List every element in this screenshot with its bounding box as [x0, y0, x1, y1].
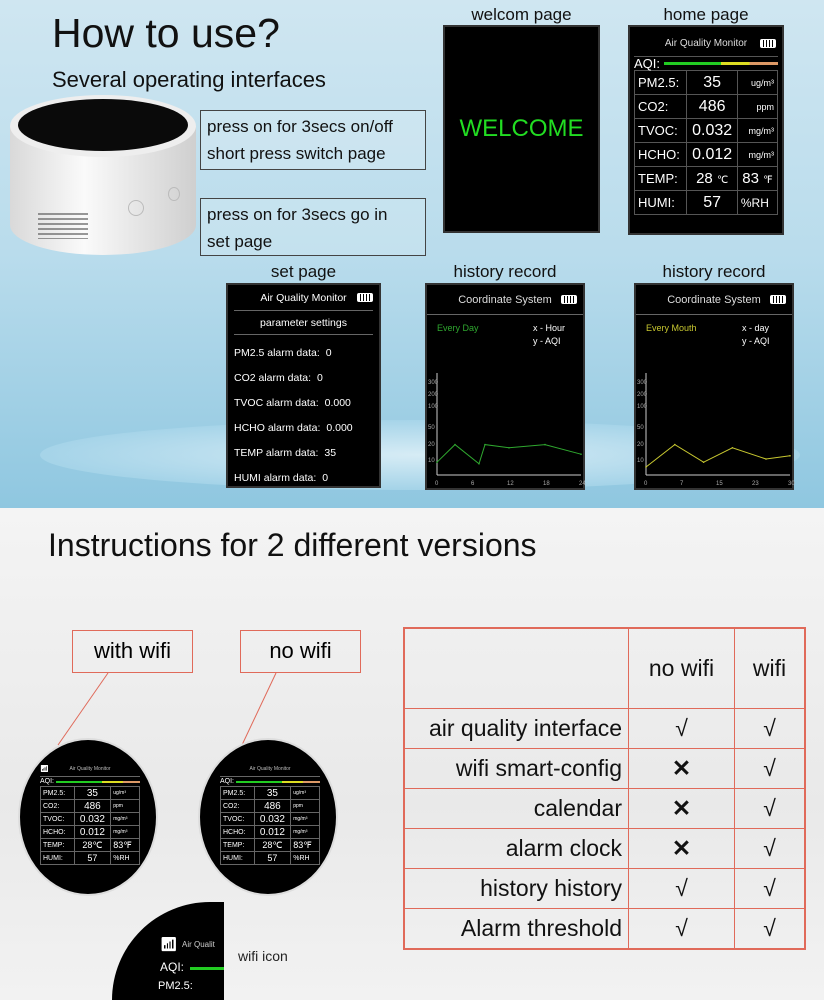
check-mark-icon: √	[735, 709, 805, 749]
temp-f	[111, 839, 140, 852]
temp-c-value: 28	[262, 839, 273, 850]
aqi-bar	[236, 781, 320, 783]
temp-row	[41, 839, 140, 852]
reading-row	[221, 813, 320, 826]
line-chart	[636, 285, 796, 492]
header-text: Air Quality Monitor	[69, 766, 111, 772]
power-button[interactable]	[128, 200, 144, 216]
parameter-settings-title: parameter settings	[234, 311, 373, 335]
alarm-list	[234, 335, 373, 497]
screen-header	[634, 31, 778, 56]
reading-label: TEMP:	[41, 839, 75, 852]
y-tick-label: 200	[637, 392, 648, 398]
reading-row	[221, 787, 320, 800]
alarm-value: 0	[322, 472, 329, 484]
reading-value: 486	[687, 95, 737, 119]
screen-header	[234, 285, 373, 311]
check-mark-icon: √	[735, 829, 805, 869]
reading-label: HCHO:	[635, 143, 687, 167]
reading-value: 0.032	[74, 813, 111, 826]
reading-label: HCHO:	[221, 826, 255, 839]
alarm-label: HCHO alarm data:	[234, 422, 321, 434]
alarm-label: CO2 alarm data:	[234, 372, 312, 384]
with-wifi-label: with wifi	[72, 630, 193, 673]
reading-label: PM2.5:	[221, 787, 255, 800]
table-header-row	[405, 629, 805, 709]
reading-unit: ug/m³	[291, 787, 320, 800]
table-row	[405, 709, 805, 749]
reading-unit: mg/m³	[737, 143, 777, 167]
callout-line: short press switch page	[207, 144, 386, 163]
feature-name: wifi smart-config	[405, 749, 629, 789]
series-line	[646, 445, 790, 467]
y-tick-label: 300	[637, 380, 648, 386]
y-tick-label: 20	[637, 442, 644, 448]
history-record-label: history record	[453, 262, 557, 281]
device-image	[10, 95, 196, 263]
x-tick-label: 0	[644, 481, 648, 487]
mini-aqi: AQI:	[160, 960, 185, 974]
series-name: Every Day	[437, 323, 479, 333]
screen-header	[40, 766, 140, 776]
x-tick-label: 12	[507, 481, 514, 487]
x-axis-label: x - Hour	[533, 323, 566, 333]
data-point	[508, 447, 510, 449]
reading-unit: ug/m³	[111, 787, 140, 800]
data-point	[436, 461, 438, 463]
reading-row	[221, 826, 320, 839]
reading-value: 0.032	[687, 119, 737, 143]
header-text: Coordinate System	[667, 294, 761, 306]
data-point	[674, 444, 676, 446]
reading-value: 57	[74, 852, 111, 865]
versions-title: Instructions for 2 different versions	[48, 527, 537, 563]
y-axis-label: y - AQI	[742, 336, 770, 346]
reading-unit: mg/m³	[111, 813, 140, 826]
data-point	[732, 447, 734, 449]
humi-row	[635, 191, 778, 215]
check-mark-icon: √	[735, 909, 805, 949]
callout-line: press on for 3secs go in	[207, 205, 388, 224]
table-row	[405, 909, 805, 949]
aqi-label: AQI:	[40, 778, 55, 785]
data-point	[454, 444, 456, 446]
alarm-row[interactable]	[234, 447, 373, 472]
table-row	[405, 869, 805, 909]
reading-value: 35	[254, 787, 291, 800]
reading-label: CO2:	[635, 95, 687, 119]
alarm-row[interactable]	[234, 372, 373, 397]
alarm-value: 0.000	[326, 422, 353, 434]
table-row	[405, 789, 805, 829]
reading-unit: ppm	[291, 800, 320, 813]
y-tick-label: 50	[637, 425, 644, 431]
x-tick-label: 7	[680, 481, 684, 487]
aqi-row	[220, 776, 320, 786]
reading-value: 57	[254, 852, 291, 865]
readings-table	[220, 786, 320, 865]
data-point	[484, 444, 486, 446]
temp-f-value: 83	[742, 170, 759, 187]
pointer-lines	[0, 670, 300, 750]
reading-label: CO2:	[41, 800, 75, 813]
callout-line: press on for 3secs on/off	[207, 117, 393, 136]
no-wifi-label: no wifi	[240, 630, 361, 673]
reading-value: 0.012	[74, 826, 111, 839]
header-cell	[405, 629, 629, 709]
table-row	[405, 829, 805, 869]
temp-c-unit: ℃	[92, 839, 103, 850]
feature-name: history history	[405, 869, 629, 909]
temp-f	[737, 167, 777, 191]
wifi-version-display	[18, 738, 158, 896]
temp-c	[254, 839, 291, 852]
welcome-page-label: welcom page	[471, 5, 572, 24]
data-point	[765, 458, 767, 460]
feature-name: alarm clock	[405, 829, 629, 869]
alarm-label: PM2.5 alarm data:	[234, 347, 320, 359]
data-point	[703, 461, 705, 463]
readings-table	[634, 70, 778, 215]
temp-f-value: 83	[113, 839, 124, 850]
set-instruction-callout	[200, 198, 426, 256]
temp-row	[635, 167, 778, 191]
reading-unit: ppm	[111, 800, 140, 813]
battery-icon	[760, 39, 776, 48]
reading-unit: %RH	[291, 852, 320, 865]
temp-f-unit: ℉	[763, 175, 773, 186]
no-wifi-version-display	[198, 738, 338, 896]
history-record-label: history record	[662, 262, 766, 281]
line-chart	[427, 285, 587, 492]
reading-value: 35	[74, 787, 111, 800]
reading-unit: ppm	[737, 95, 777, 119]
temp-f-value: 83	[293, 839, 304, 850]
reading-unit: mg/m³	[291, 813, 320, 826]
reading-label: HUMI:	[41, 852, 75, 865]
subtitle: Several operating interfaces	[52, 67, 326, 92]
x-tick-label: 23	[752, 481, 759, 487]
header-text: Air Quality Monitor	[260, 292, 347, 304]
cross-mark-icon: ✕	[629, 829, 735, 869]
check-mark-icon: √	[735, 789, 805, 829]
y-tick-label: 200	[428, 392, 439, 398]
data-point	[478, 463, 480, 465]
reading-label: TEMP:	[221, 839, 255, 852]
x-tick-label: 24	[579, 481, 586, 487]
page-title: How to use?	[52, 10, 280, 56]
check-mark-icon: √	[629, 869, 735, 909]
reading-row	[635, 143, 778, 167]
header-text: Air Quality Monitor	[249, 766, 291, 772]
temp-c-value: 28	[82, 839, 93, 850]
x-tick-label: 15	[716, 481, 723, 487]
y-tick-label: 10	[428, 458, 435, 464]
y-tick-label: 300	[428, 380, 439, 386]
reading-label: TEMP:	[635, 167, 687, 191]
mini-aqi-bar	[190, 967, 224, 970]
check-mark-icon: √	[629, 709, 735, 749]
alarm-row[interactable]	[234, 472, 373, 497]
humi-row	[41, 852, 140, 865]
series-name: Every Mouth	[646, 323, 697, 333]
check-mark-icon: √	[629, 909, 735, 949]
feature-name: calendar	[405, 789, 629, 829]
x-axis-label: x - day	[742, 323, 770, 333]
reading-value: 486	[254, 800, 291, 813]
reading-value: 57	[687, 191, 737, 215]
reading-row	[635, 71, 778, 95]
reading-unit: %RH	[111, 852, 140, 865]
reading-label: HCHO:	[41, 826, 75, 839]
alarm-label: TVOC alarm data:	[234, 397, 319, 409]
alarm-value: 0.000	[324, 397, 351, 409]
temp-c-unit: ℃	[716, 175, 729, 186]
reading-unit: mg/m³	[737, 119, 777, 143]
reading-label: PM2.5:	[41, 787, 75, 800]
table-row	[405, 749, 805, 789]
reading-label: HUMI:	[635, 191, 687, 215]
reading-unit: mg/m³	[111, 826, 140, 839]
data-point	[580, 453, 582, 455]
reading-label: HUMI:	[221, 852, 255, 865]
readings-table	[40, 786, 140, 865]
mini-header: Air Qualit	[182, 940, 215, 949]
x-tick-label: 30	[788, 481, 795, 487]
wifi-icon: 📶︎	[160, 936, 178, 952]
temp-row	[221, 839, 320, 852]
humi-row	[221, 852, 320, 865]
temp-c	[687, 167, 737, 191]
aqi-row	[634, 56, 778, 70]
welcome-text: WELCOME	[459, 115, 584, 142]
alarm-value: 35	[324, 447, 337, 459]
data-point	[645, 466, 647, 468]
x-tick-label: 0	[435, 481, 439, 487]
temp-f-unit: ℉	[123, 839, 132, 850]
screen-header	[220, 766, 320, 776]
alarm-row[interactable]	[234, 347, 373, 372]
reading-row	[221, 800, 320, 813]
reading-row	[41, 826, 140, 839]
temp-c-unit: ℃	[272, 839, 283, 850]
temp-c-value: 28	[696, 170, 713, 187]
reading-value: 35	[687, 71, 737, 95]
reading-value: 486	[74, 800, 111, 813]
battery-icon	[357, 293, 373, 302]
comparison-table	[403, 627, 806, 950]
wifi-icon: 📶︎	[40, 766, 49, 773]
temp-f-unit: ℉	[303, 839, 312, 850]
cross-mark-icon: ✕	[629, 749, 735, 789]
y-tick-label: 50	[428, 425, 435, 431]
temp-c	[74, 839, 111, 852]
alarm-value: 0	[325, 347, 332, 359]
home-screen	[628, 25, 784, 235]
reading-row	[41, 800, 140, 813]
reading-row	[635, 119, 778, 143]
set-page-label: set page	[270, 262, 337, 281]
data-point	[789, 455, 791, 457]
aqi-label: AQI:	[634, 56, 661, 71]
mini-pm: PM2.5:	[158, 980, 193, 992]
reading-row	[41, 787, 140, 800]
alarm-row[interactable]	[234, 422, 373, 447]
y-tick-label: 100	[428, 404, 439, 410]
header-text: Air Quality Monitor	[664, 38, 748, 49]
alarm-row[interactable]	[234, 397, 373, 422]
y-tick-label: 100	[637, 404, 648, 410]
home-page-label: home page	[663, 5, 749, 24]
alarm-label: HUMI alarm data:	[234, 472, 317, 484]
check-mark-icon: √	[735, 869, 805, 909]
welcome-screen	[443, 25, 600, 233]
wifi-icon-label: wifi icon	[238, 948, 288, 964]
history-screen	[425, 283, 585, 490]
reading-row	[635, 95, 778, 119]
feature-name: air quality interface	[405, 709, 629, 749]
y-tick-label: 10	[637, 458, 644, 464]
cross-mark-icon: ✕	[629, 789, 735, 829]
x-tick-label: 18	[543, 481, 550, 487]
check-mark-icon: √	[735, 749, 805, 789]
reading-label: CO2:	[221, 800, 255, 813]
temp-f	[291, 839, 320, 852]
data-point	[544, 444, 546, 446]
aqi-label: AQI:	[220, 778, 235, 785]
reading-unit: %RH	[737, 191, 777, 215]
set-screen	[226, 283, 381, 488]
aqi-row	[40, 776, 140, 786]
reading-row	[41, 813, 140, 826]
reading-value: 0.012	[254, 826, 291, 839]
reading-value: 0.032	[254, 813, 291, 826]
reading-unit: ug/m³	[737, 71, 777, 95]
feature-name: Alarm threshold	[405, 909, 629, 949]
reading-label: TVOC:	[221, 813, 255, 826]
reading-value: 0.012	[687, 143, 737, 167]
aqi-bar	[664, 62, 778, 65]
reading-label: TVOC:	[635, 119, 687, 143]
aqi-bar	[56, 781, 140, 783]
y-tick-label: 20	[428, 442, 435, 448]
set-button[interactable]	[168, 187, 180, 201]
header-wifi: wifi	[735, 629, 805, 709]
reading-unit: mg/m³	[291, 826, 320, 839]
header-text: Coordinate System	[458, 294, 552, 306]
y-axis-label: y - AQI	[533, 336, 561, 346]
x-tick-label: 6	[471, 481, 475, 487]
reading-label: TVOC:	[41, 813, 75, 826]
alarm-value: 0	[317, 372, 323, 384]
header-no-wifi: no wifi	[629, 629, 735, 709]
reading-label: PM2.5:	[635, 71, 687, 95]
power-instruction-callout	[200, 110, 426, 170]
history-screen	[634, 283, 794, 490]
callout-line: set page	[207, 232, 273, 251]
alarm-label: TEMP alarm data:	[234, 447, 319, 459]
